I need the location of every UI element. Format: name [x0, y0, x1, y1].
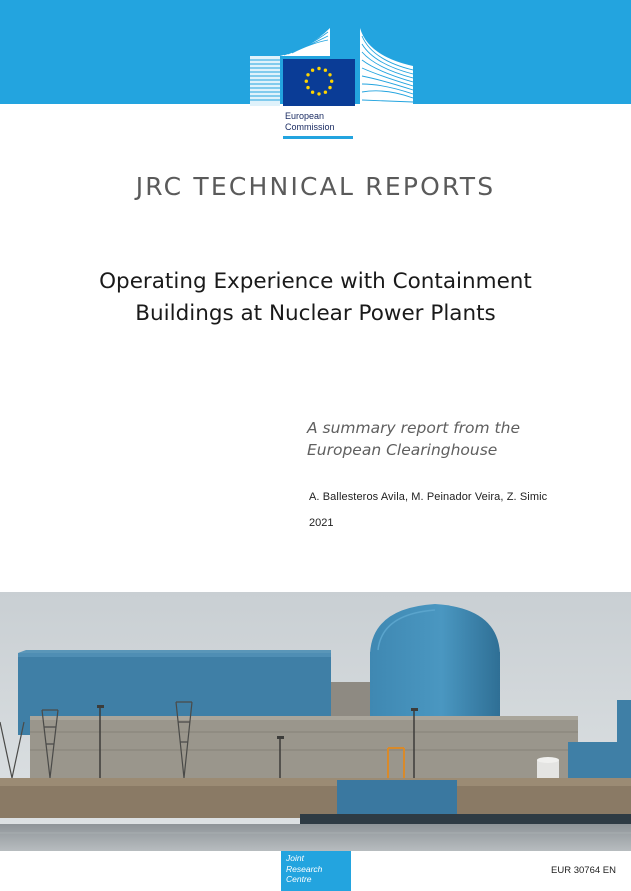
jrc-badge-line3: Centre: [286, 874, 312, 884]
report-title-line2: Buildings at Nuclear Power Plants: [135, 301, 496, 326]
jrc-badge-line2: Research: [286, 863, 323, 874]
logo-label-line1: European: [285, 111, 325, 121]
report-title-line1: Operating Experience with Containment: [99, 269, 532, 294]
jrc-badge-line1: Joint: [286, 853, 304, 863]
logo-label-line2: Commission: [285, 122, 335, 132]
nuclear-plant-photo: [0, 592, 631, 851]
authors: A. Ballesteros Avila, M. Peinador Veira, Z. Simic: [309, 491, 548, 503]
report-subtitle-line1: A summary report from the: [307, 419, 520, 437]
logo-underline: [283, 136, 353, 139]
jrc-badge: [281, 851, 351, 891]
logo-label: [285, 111, 335, 133]
report-subtitle-line2: European Clearinghouse: [307, 441, 498, 459]
report-title: [40, 266, 591, 330]
jrc-badge-text: [286, 853, 322, 885]
report-number: EUR 30764 EN: [551, 865, 616, 876]
report-subtitle: [307, 417, 607, 461]
series-label: JRC TECHNICAL REPORTS: [135, 172, 496, 201]
publication-year: 2021: [309, 517, 334, 529]
eu-flag-icon: [283, 59, 355, 106]
